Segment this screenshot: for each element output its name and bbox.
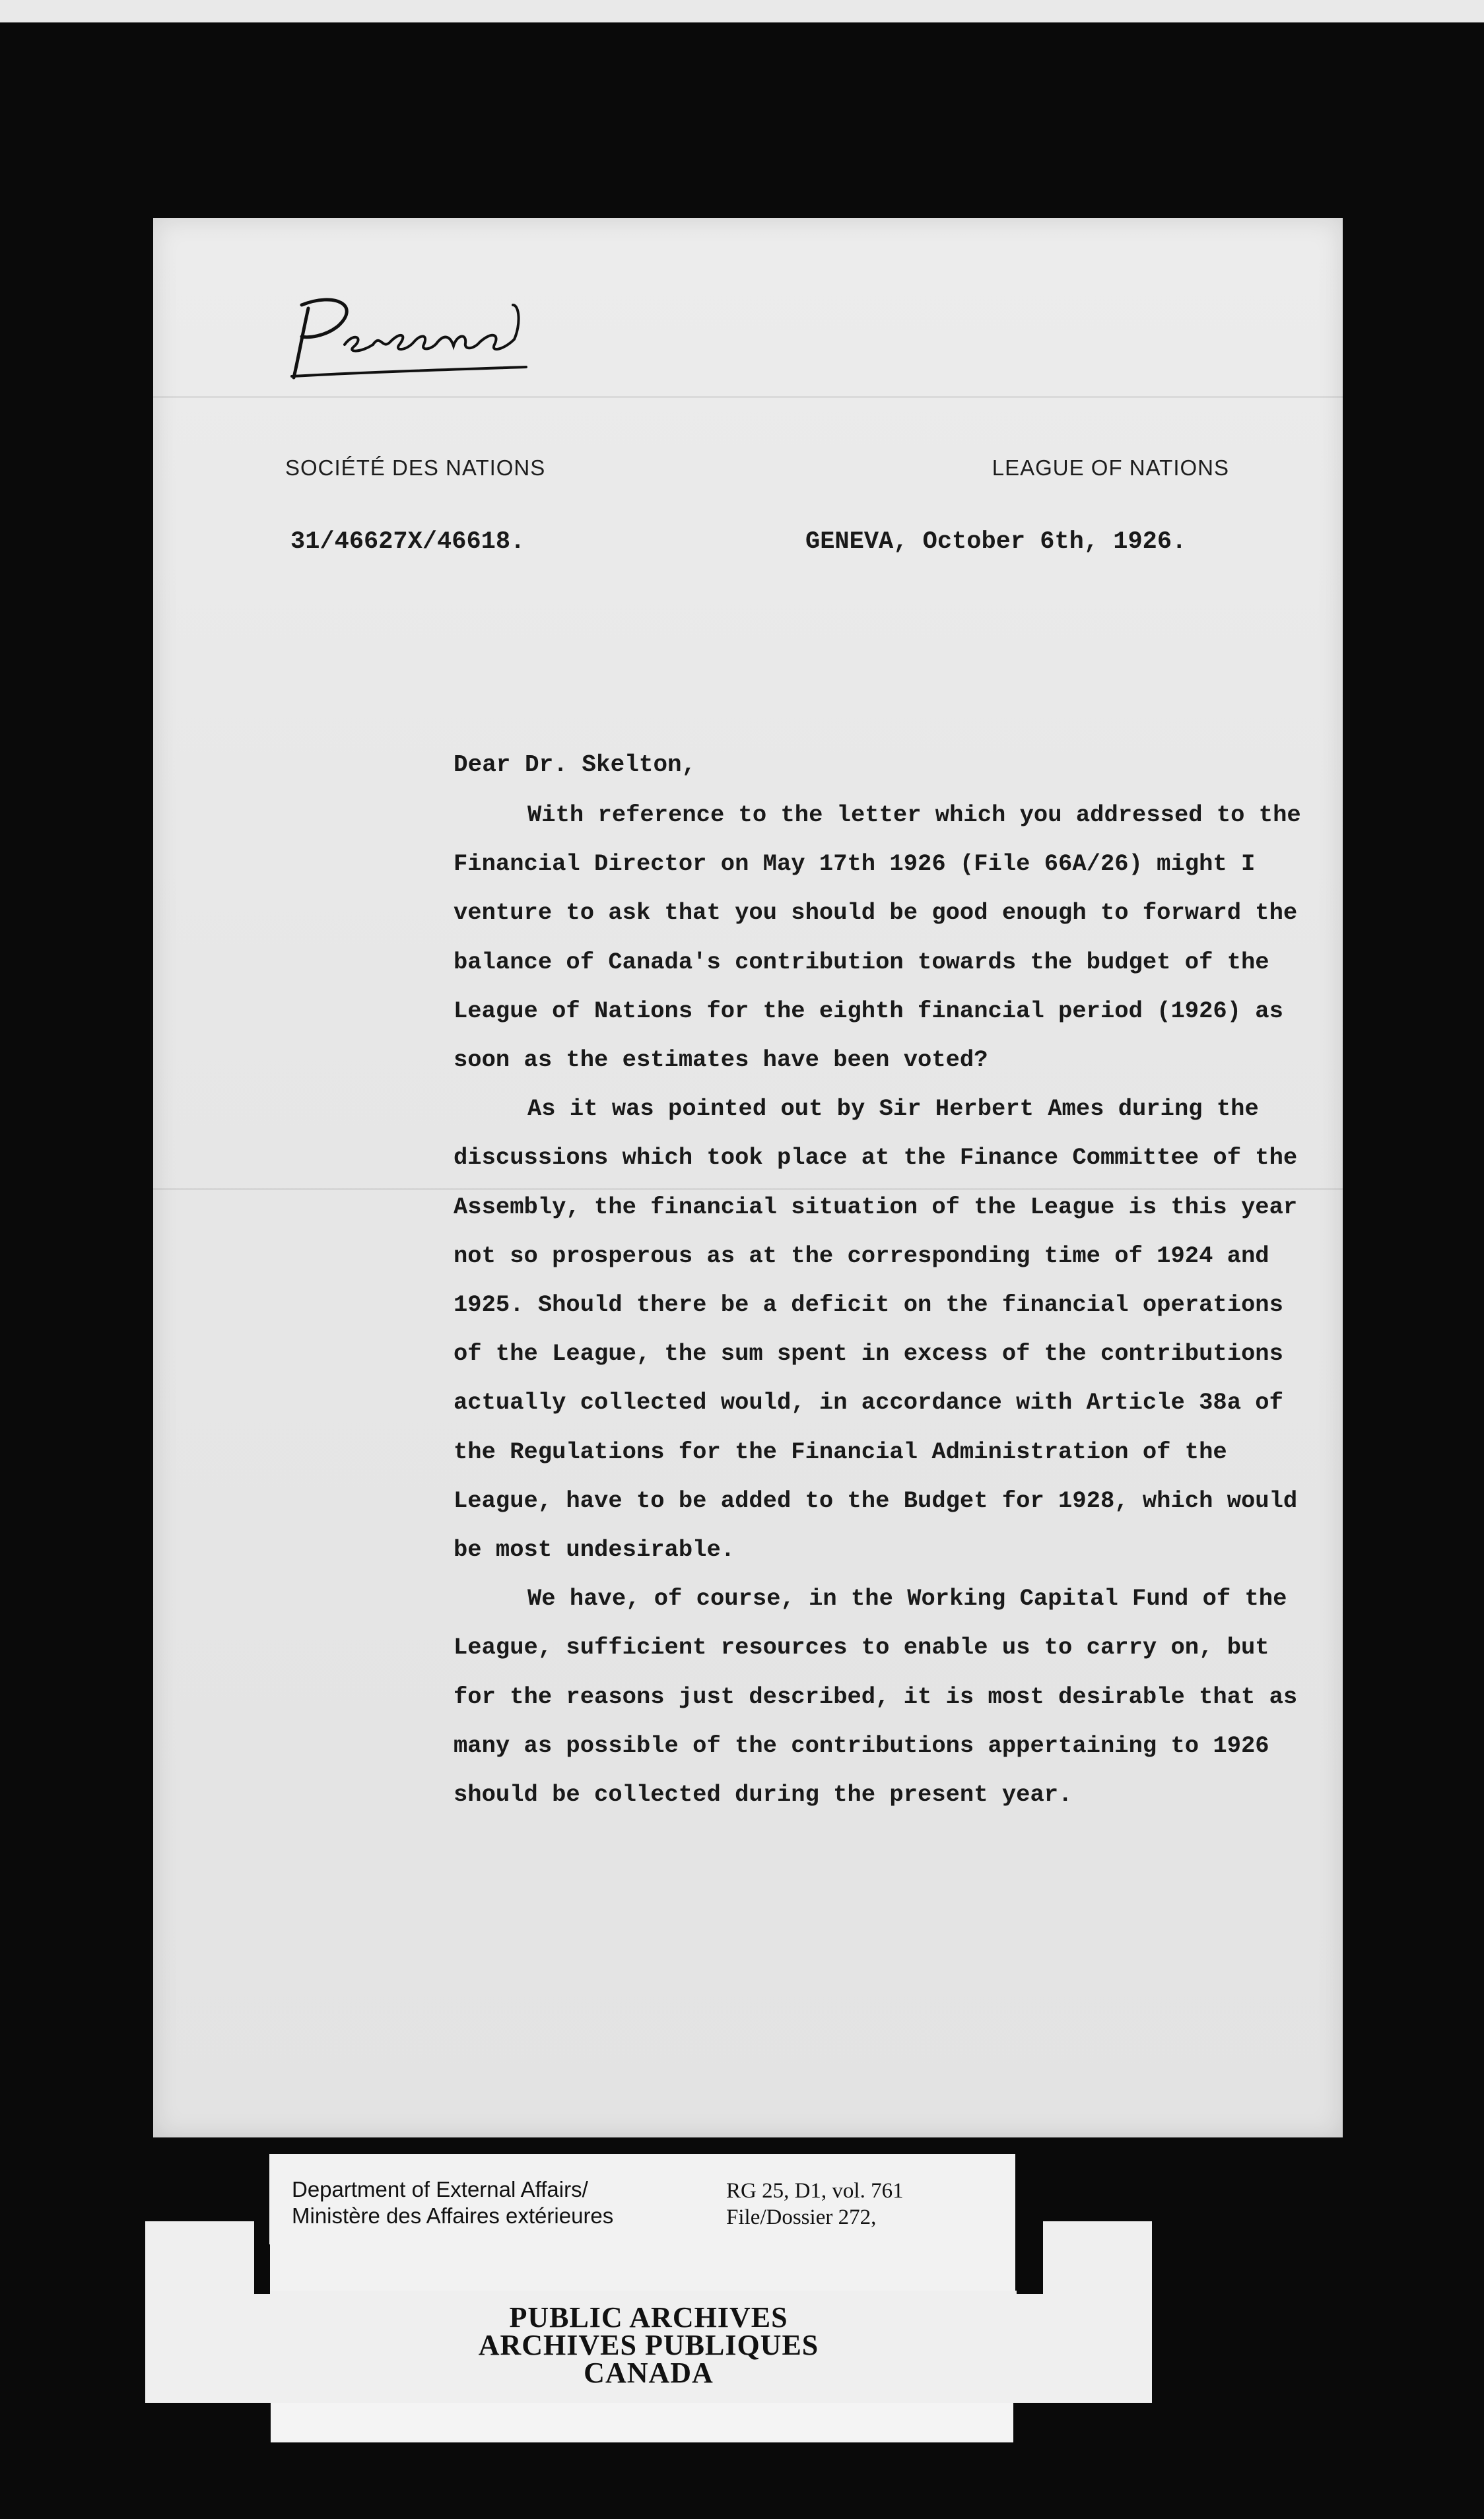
department-name-french: Ministère des Affaires extérieures [292,2203,614,2228]
letterhead-french: SOCIÉTÉ DES NATIONS [285,455,546,480]
department-name-english: Department of External Affairs/ [292,2177,588,2201]
stamp-card-tab [145,2221,254,2294]
stamp-card-tab [1043,2221,1152,2294]
letter-page [153,218,1343,2137]
stamp-card-lower-strip [271,2403,1013,2442]
paper-fold-line [153,396,1343,398]
letter-body [454,791,1305,1819]
body-paragraph: With reference to the letter which you addressed to the Financial Director on May 17th 1926 (File 66A/26) might I venture to ask that you should be good enough to forward the balance of Canada's contribution towards the budget of the League of Nations for the eighth financial period (1926) as soon as the estimates have been voted? [454,801,1301,1074]
stamp-card-notch [1017,2244,1043,2294]
archive-reference-label [269,2154,1015,2293]
record-group-reference [726,2178,904,2231]
body-paragraph: As it was pointed out by Sir Herbert Ames during the discussions which took place at the Finance Committee of the Assembly, the financial situation of the League is this year not so prosperous as at the corresponding time of 1924 and 1925. Should there be a deficit on the financial operations of the League, the sum spent in excess of the contributions actually collected would, in accordance with Article 38a of the Regulations for the Financial Administration of the League, have to be added to the Budget for 1928, which would be most undesirable. [454,1095,1298,1564]
stamp-line-country: CANADA [584,2357,714,2389]
stamp-line-english: PUBLIC ARCHIVES [509,2301,788,2334]
handwritten-personal-note [282,279,533,391]
scan-top-edge [0,0,1484,22]
letterhead-english: LEAGUE OF NATIONS [992,455,1229,480]
department-name [292,2176,613,2229]
personal-signature-svg [282,279,533,391]
file-dossier-number: File/Dossier 272, [726,2205,877,2229]
stamp-card-notch [254,2244,270,2294]
file-reference: 31/46627X/46618. [290,528,525,556]
stamp-line-french: ARCHIVES PUBLIQUES [478,2329,819,2361]
body-paragraph: We have, of course, in the Working Capital Fund of the League, sufficient resources to enable us to carry on, but for the reasons just described, it is most desirable that as many as possible of the contributions appertaining to 1926 should be collected during the present year. [454,1585,1298,1809]
public-archives-stamp-text [145,2301,1152,2389]
record-group-volume: RG 25, D1, vol. 761 [726,2179,904,2203]
salutation: Dear Dr. Skelton, [454,751,696,778]
letter-date: GENEVA, October 6th, 1926. [805,528,1187,556]
